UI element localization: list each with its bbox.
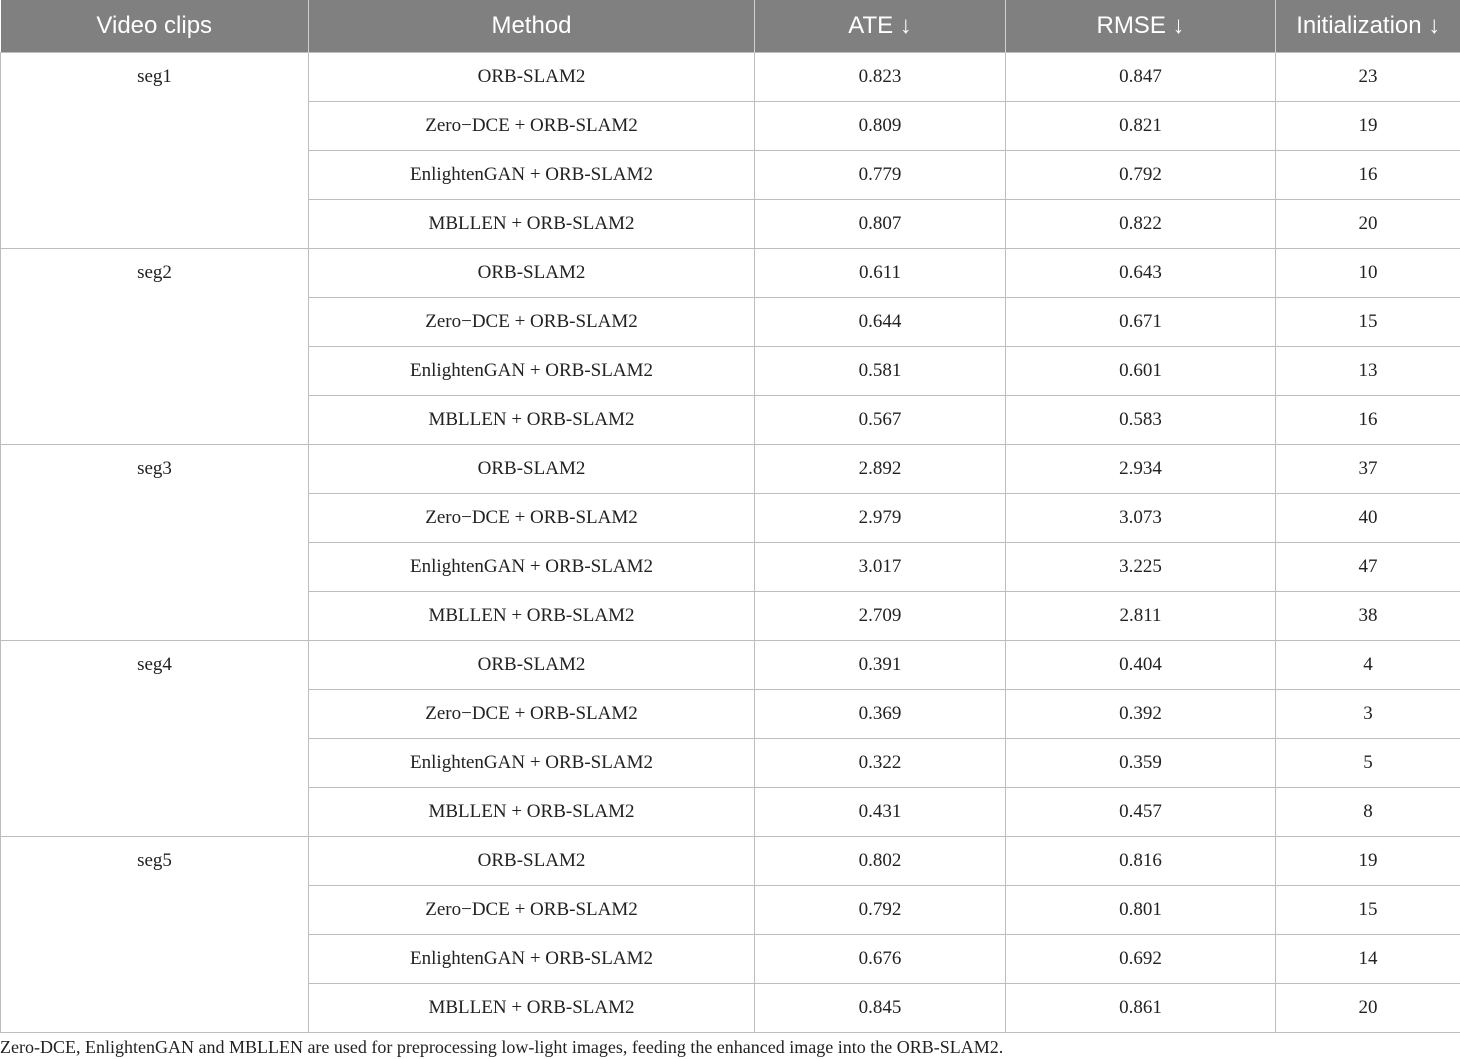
ate-cell: 2.892 xyxy=(755,445,1006,494)
init-cell: 19 xyxy=(1276,102,1460,151)
header-row xyxy=(1,0,1460,53)
ate-cell: 2.979 xyxy=(755,494,1006,543)
header-ate: ATE ↓ xyxy=(755,0,1006,53)
rmse-cell: 0.822 xyxy=(1006,200,1276,249)
init-cell: 8 xyxy=(1276,788,1460,837)
method-cell: MBLLEN + ORB-SLAM2 xyxy=(309,200,755,249)
rmse-cell: 0.583 xyxy=(1006,396,1276,445)
method-cell: EnlightenGAN + ORB-SLAM2 xyxy=(309,739,755,788)
init-cell: 16 xyxy=(1276,151,1460,200)
ate-cell: 0.809 xyxy=(755,102,1006,151)
table-row xyxy=(1,837,1460,886)
table-row xyxy=(1,641,1460,690)
init-cell: 20 xyxy=(1276,200,1460,249)
rmse-cell: 0.792 xyxy=(1006,151,1276,200)
method-cell: ORB-SLAM2 xyxy=(309,249,755,298)
clip-name-cell: seg5 xyxy=(1,837,309,1033)
init-cell: 13 xyxy=(1276,347,1460,396)
table-body xyxy=(1,53,1460,1033)
method-cell: MBLLEN + ORB-SLAM2 xyxy=(309,788,755,837)
rmse-cell: 0.457 xyxy=(1006,788,1276,837)
ate-cell: 0.792 xyxy=(755,886,1006,935)
init-cell: 15 xyxy=(1276,886,1460,935)
ate-cell: 0.779 xyxy=(755,151,1006,200)
method-cell: Zero−DCE + ORB-SLAM2 xyxy=(309,690,755,739)
method-cell: MBLLEN + ORB-SLAM2 xyxy=(309,984,755,1033)
clip-name-cell: seg2 xyxy=(1,249,309,445)
clip-name-cell: seg3 xyxy=(1,445,309,641)
rmse-cell: 0.359 xyxy=(1006,739,1276,788)
init-cell: 38 xyxy=(1276,592,1460,641)
rmse-cell: 0.861 xyxy=(1006,984,1276,1033)
rmse-cell: 3.073 xyxy=(1006,494,1276,543)
header-video-clips: Video clips xyxy=(1,0,309,53)
init-cell: 20 xyxy=(1276,984,1460,1033)
table-row xyxy=(1,249,1460,298)
ate-cell: 0.391 xyxy=(755,641,1006,690)
table-footnote: Zero-DCE, EnlightenGAN and MBLLEN are used for preprocessing low-light images, feeding the enhanced image into the ORB-SLAM2. xyxy=(0,1037,1004,1057)
ate-cell: 0.676 xyxy=(755,935,1006,984)
init-cell: 5 xyxy=(1276,739,1460,788)
init-cell: 19 xyxy=(1276,837,1460,886)
rmse-cell: 0.392 xyxy=(1006,690,1276,739)
init-cell: 47 xyxy=(1276,543,1460,592)
ate-cell: 0.845 xyxy=(755,984,1006,1033)
init-cell: 37 xyxy=(1276,445,1460,494)
method-cell: MBLLEN + ORB-SLAM2 xyxy=(309,396,755,445)
init-cell: 10 xyxy=(1276,249,1460,298)
header-initialization: Initialization ↓ xyxy=(1276,0,1460,53)
ate-cell: 0.567 xyxy=(755,396,1006,445)
ate-cell: 2.709 xyxy=(755,592,1006,641)
ate-cell: 0.611 xyxy=(755,249,1006,298)
method-cell: ORB-SLAM2 xyxy=(309,53,755,102)
rmse-cell: 0.847 xyxy=(1006,53,1276,102)
rmse-cell: 0.821 xyxy=(1006,102,1276,151)
method-cell: EnlightenGAN + ORB-SLAM2 xyxy=(309,935,755,984)
method-cell: EnlightenGAN + ORB-SLAM2 xyxy=(309,543,755,592)
method-cell: EnlightenGAN + ORB-SLAM2 xyxy=(309,151,755,200)
rmse-cell: 0.643 xyxy=(1006,249,1276,298)
table-row xyxy=(1,445,1460,494)
rmse-cell: 0.601 xyxy=(1006,347,1276,396)
method-cell: ORB-SLAM2 xyxy=(309,445,755,494)
ate-cell: 0.807 xyxy=(755,200,1006,249)
init-cell: 3 xyxy=(1276,690,1460,739)
ate-cell: 0.802 xyxy=(755,837,1006,886)
rmse-cell: 0.404 xyxy=(1006,641,1276,690)
rmse-cell: 2.934 xyxy=(1006,445,1276,494)
method-cell: MBLLEN + ORB-SLAM2 xyxy=(309,592,755,641)
method-cell: Zero−DCE + ORB-SLAM2 xyxy=(309,298,755,347)
rmse-cell: 2.811 xyxy=(1006,592,1276,641)
clip-name-cell: seg1 xyxy=(1,53,309,249)
method-cell: Zero−DCE + ORB-SLAM2 xyxy=(309,886,755,935)
method-cell: EnlightenGAN + ORB-SLAM2 xyxy=(309,347,755,396)
init-cell: 4 xyxy=(1276,641,1460,690)
ate-cell: 3.017 xyxy=(755,543,1006,592)
rmse-cell: 0.816 xyxy=(1006,837,1276,886)
ate-cell: 0.431 xyxy=(755,788,1006,837)
init-cell: 23 xyxy=(1276,53,1460,102)
rmse-cell: 3.225 xyxy=(1006,543,1276,592)
method-cell: Zero−DCE + ORB-SLAM2 xyxy=(309,494,755,543)
rmse-cell: 0.801 xyxy=(1006,886,1276,935)
ate-cell: 0.581 xyxy=(755,347,1006,396)
ate-cell: 0.644 xyxy=(755,298,1006,347)
ate-cell: 0.322 xyxy=(755,739,1006,788)
ate-cell: 0.823 xyxy=(755,53,1006,102)
init-cell: 40 xyxy=(1276,494,1460,543)
init-cell: 14 xyxy=(1276,935,1460,984)
clip-name-cell: seg4 xyxy=(1,641,309,837)
ate-cell: 0.369 xyxy=(755,690,1006,739)
rmse-cell: 0.671 xyxy=(1006,298,1276,347)
method-cell: ORB-SLAM2 xyxy=(309,837,755,886)
init-cell: 15 xyxy=(1276,298,1460,347)
init-cell: 16 xyxy=(1276,396,1460,445)
rmse-cell: 0.692 xyxy=(1006,935,1276,984)
header-rmse: RMSE ↓ xyxy=(1006,0,1276,53)
header-method: Method xyxy=(309,0,755,53)
method-cell: Zero−DCE + ORB-SLAM2 xyxy=(309,102,755,151)
table-row xyxy=(1,53,1460,102)
method-cell: ORB-SLAM2 xyxy=(309,641,755,690)
